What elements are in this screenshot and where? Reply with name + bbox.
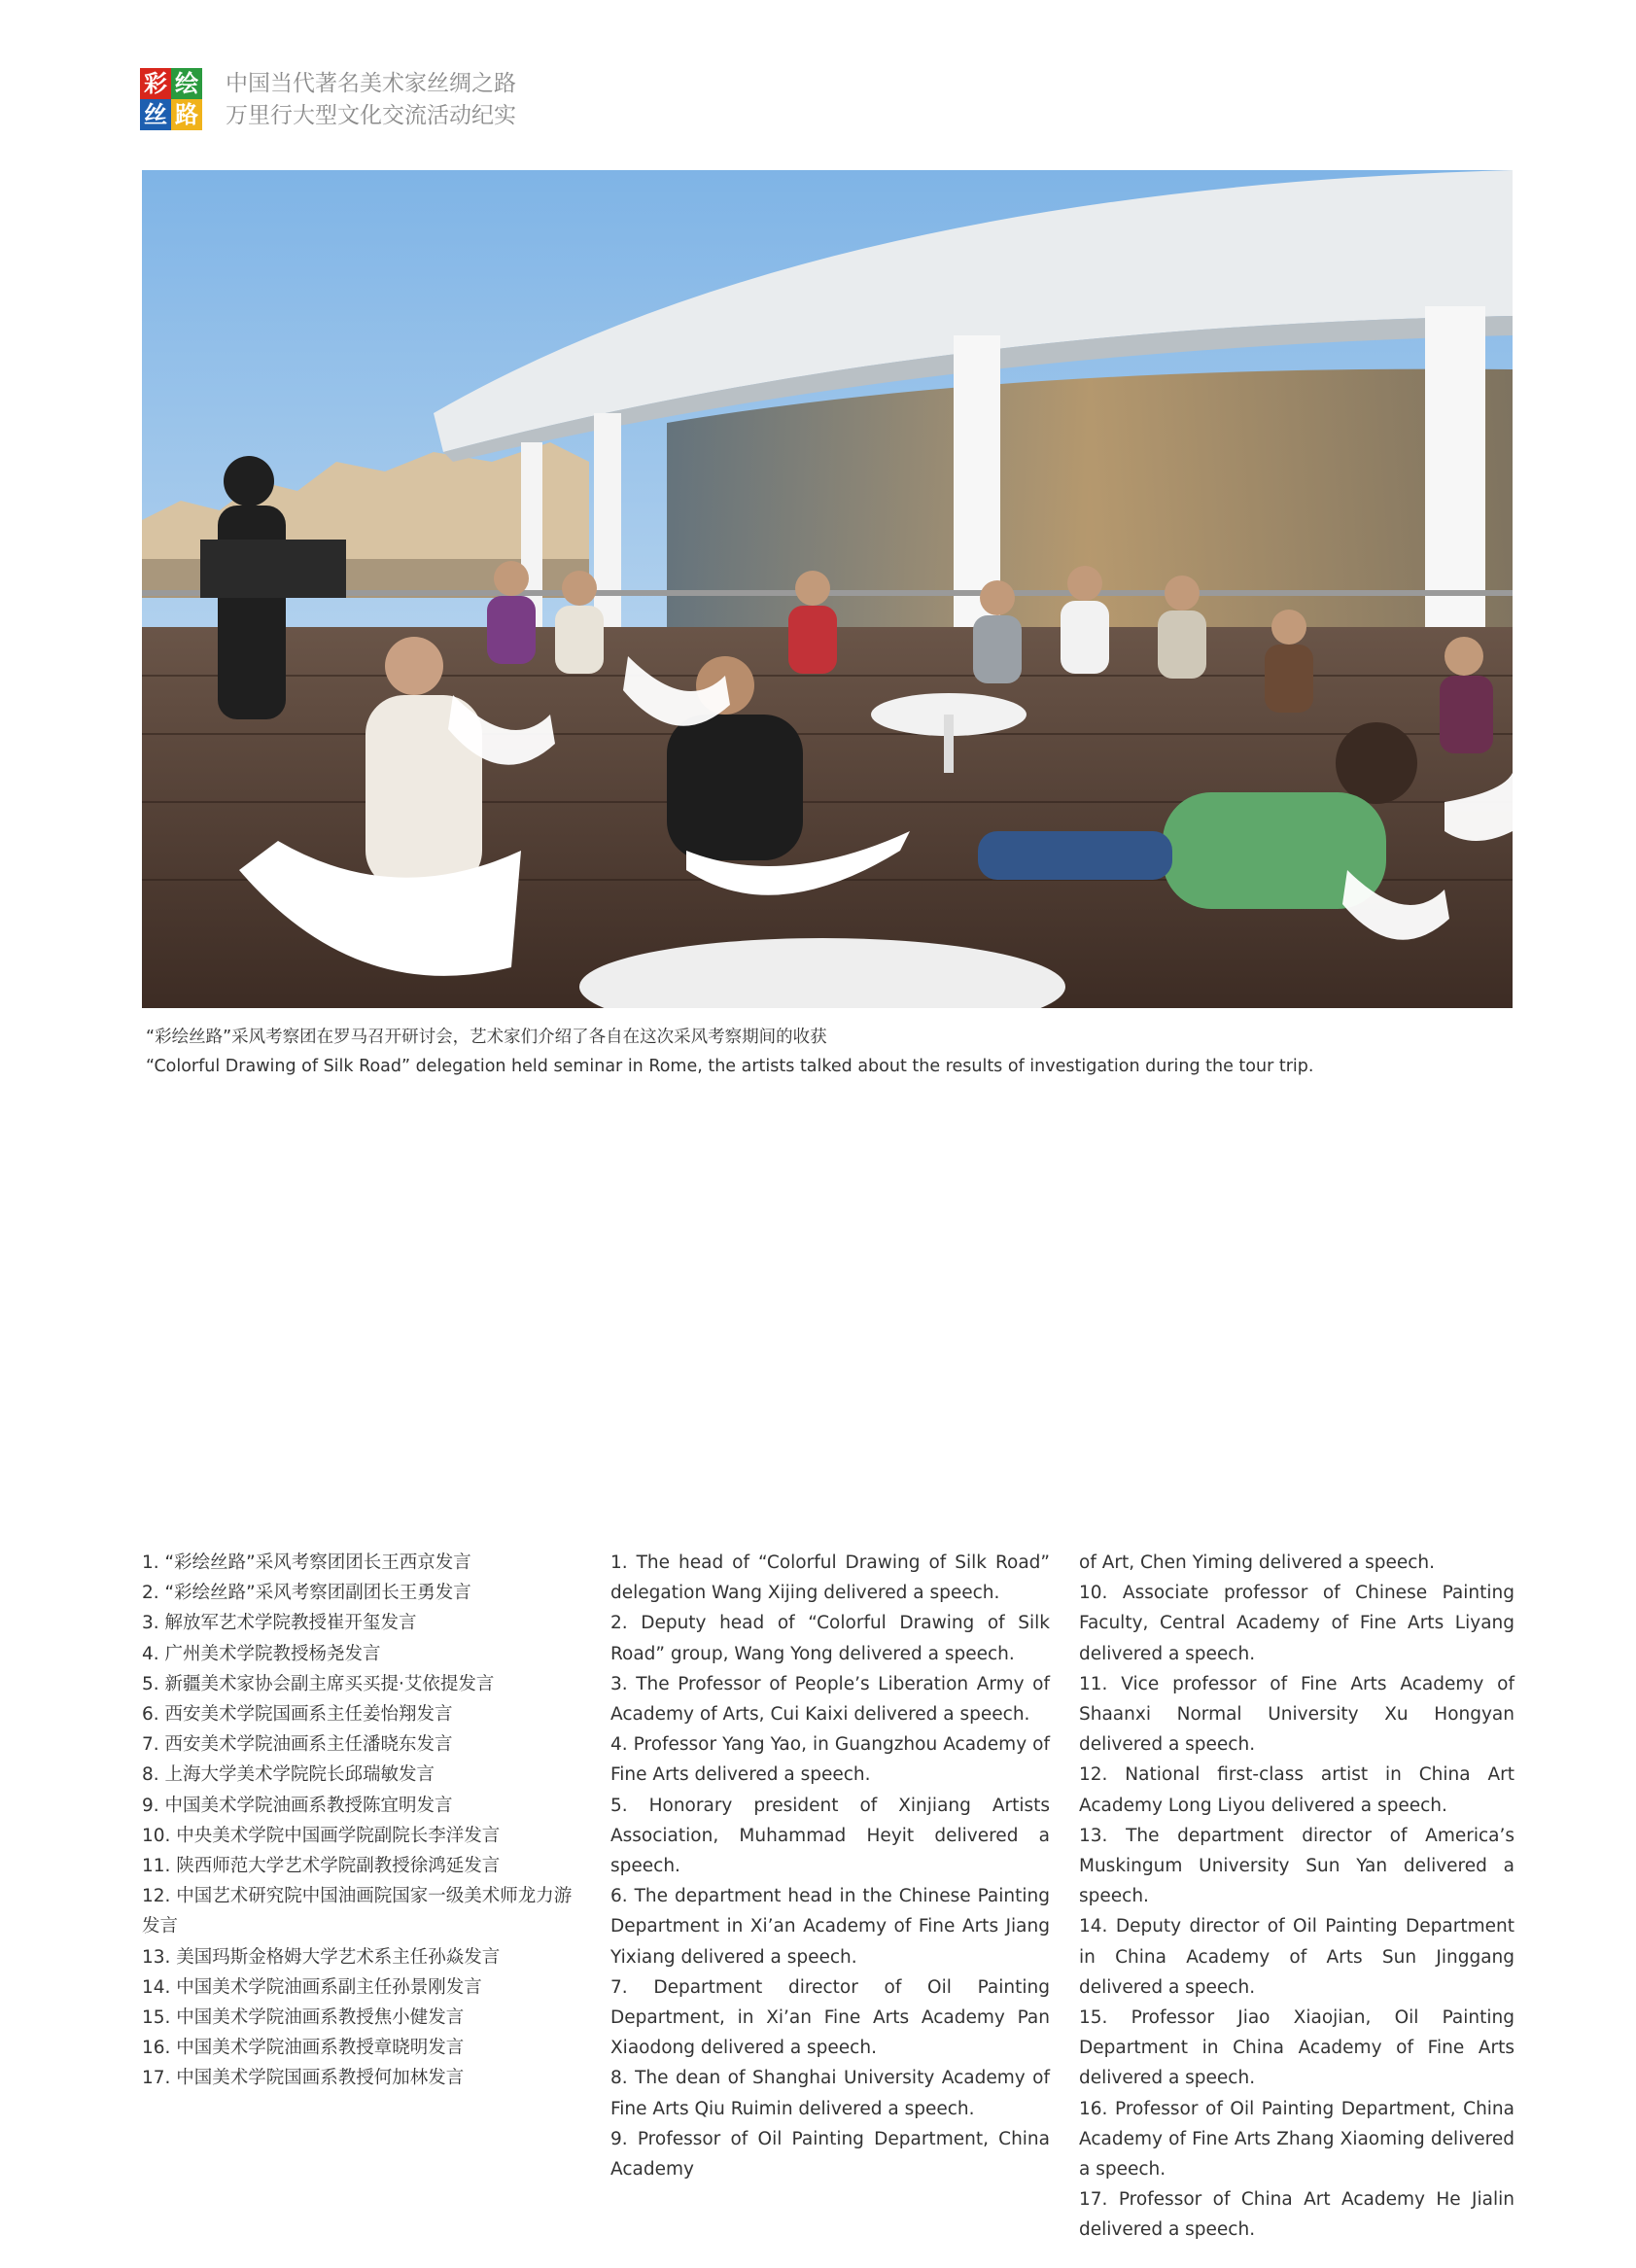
caption-chinese: “彩绘丝路”采风考察团在罗马召开研讨会，艺术家们介绍了各自在这次采风考察期间的收获 — [146, 1028, 827, 1047]
list-item: 8. 上海大学美术学院院长邱瑞敏发言 — [142, 1764, 435, 1786]
logo-char: 路 — [171, 99, 202, 130]
list-item: 17. 中国美术学院国画系教授何加林发言 — [142, 2068, 465, 2089]
series-header — [226, 68, 516, 132]
list-item: 17. Professor of China Art Academy He Jialin delivered a speech. — [1079, 2189, 1514, 2241]
list-item: 10. 中央美术学院中国画学院副院长李洋发言 — [142, 1825, 501, 1846]
list-item: 7. 西安美术学院油画系主任潘晓东发言 — [142, 1734, 453, 1756]
speaker-list-chinese — [142, 1548, 585, 2094]
list-item: 14. 中国美术学院油画系副主任孙景刚发言 — [142, 1976, 482, 1998]
list-item: 9. 中国美术学院油画系教授陈宜明发言 — [142, 1795, 453, 1816]
list-item: 16. 中国美术学院油画系教授章晓明发言 — [142, 2038, 465, 2059]
list-item: 11. 陕西师范大学艺术学院副教授徐鸿延发言 — [142, 1856, 501, 1877]
list-item: 4. 广州美术学院教授杨尧发言 — [142, 1643, 381, 1664]
list-item: 3. 解放军艺术学院教授崔开玺发言 — [142, 1613, 417, 1634]
list-item: 16. Professor of Oil Painting Department, China Academy of Fine Arts Zhang Xiaoming delivered a speech. — [1079, 2098, 1514, 2181]
list-item: 13. 美国玛斯金格姆大学艺术系主任孙焱发言 — [142, 1946, 501, 1968]
seminar-photo — [142, 170, 1513, 1008]
list-item: 14. Deputy director of Oil Painting Department in China Academy of Arts Sun Jinggang delivered a speech. — [1079, 1916, 1514, 1998]
list-item: 10. Associate professor of Chinese Painting Faculty, Central Academy of Fine Arts Liyang delivered a speech. — [1079, 1583, 1514, 1664]
list-item: 12. 中国艺术研究院中国油画院国家一级美术师龙力游发言 — [142, 1886, 573, 1937]
list-item: 5. 新疆美术家协会副主席买买提·艾依提发言 — [142, 1673, 495, 1694]
header-line-2: 万里行大型文化交流活动纪实 — [226, 103, 516, 128]
list-item: 1. The head of “Colorful Drawing of Silk Road” delegation Wang Xijing delivered a speech. — [610, 1553, 1050, 1604]
header-line-1: 中国当代著名美术家丝绸之路 — [226, 71, 516, 96]
list-item: of Art, Chen Yiming delivered a speech. — [1079, 1553, 1435, 1573]
photo-caption — [146, 1023, 1313, 1081]
logo-char: 彩 — [140, 68, 171, 99]
list-item: 15. 中国美术学院油画系教授焦小健发言 — [142, 2007, 465, 2029]
series-logo — [140, 68, 202, 130]
list-item: 7. Department director of Oil Painting Department, in Xi’an Fine Arts Academy Pan Xiaodong delivered a speech. — [610, 1976, 1050, 2059]
logo-char: 丝 — [140, 99, 171, 130]
list-item: 13. The department director of America’s Muskingum University Sun Yan delivered a speech. — [1079, 1825, 1514, 1907]
list-item: 5. Honorary president of Xinjiang Artists Association, Muhammad Heyit delivered a speech. — [610, 1795, 1050, 1877]
list-item: 4. Professor Yang Yao, in Guangzhou Academy of Fine Arts delivered a speech. — [610, 1734, 1050, 1786]
list-item: 15. Professor Jiao Xiaojian, Oil Painting Department in China Academy of Fine Arts delivered a speech. — [1079, 2007, 1514, 2089]
speaker-list-english-part2 — [1079, 1548, 1514, 2246]
list-item: 3. The Professor of People’s Liberation Army of Academy of Arts, Cui Kaixi delivered a speech. — [610, 1673, 1050, 1726]
list-item: 2. “彩绘丝路”采风考察团副团长王勇发言 — [142, 1583, 471, 1604]
list-item: 6. The department head in the Chinese Painting Department in Xi’an Academy of Fine Arts Jiang Yixiang delivered a speech. — [610, 1886, 1050, 1968]
list-item: 6. 西安美术学院国画系主任姜怡翔发言 — [142, 1704, 453, 1726]
list-item: 2. Deputy head of “Colorful Drawing of Silk Road” group, Wang Yong delivered a speech. — [610, 1613, 1050, 1664]
speaker-list-english-part1 — [610, 1548, 1050, 2184]
list-item: 11. Vice professor of Fine Arts Academy of Shaanxi Normal University Xu Hongyan delivered a speech. — [1079, 1673, 1514, 1756]
logo-char: 绘 — [171, 68, 202, 99]
list-item: 12. National first-class artist in China Art Academy Long Liyou delivered a speech. — [1079, 1764, 1514, 1816]
caption-english: “Colorful Drawing of Silk Road” delegation held seminar in Rome, the artists talked about the results of investigation during the tour trip. — [146, 1057, 1314, 1076]
list-item: 8. The dean of Shanghai University Academy of Fine Arts Qiu Ruimin delivered a speech. — [610, 2068, 1050, 2119]
list-item: 1. “彩绘丝路”采风考察团团长王西京发言 — [142, 1553, 471, 1573]
list-item: 9. Professor of Oil Painting Department, China Academy — [610, 2128, 1050, 2181]
